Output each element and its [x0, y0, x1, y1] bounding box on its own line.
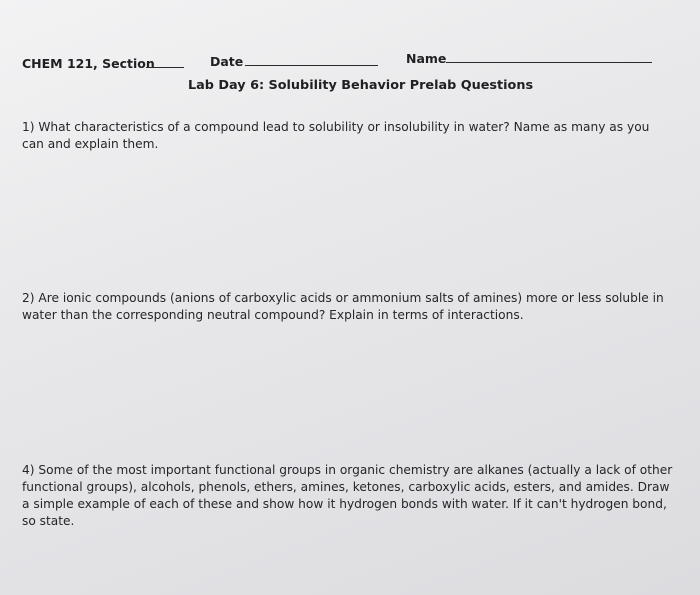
question-1: 1) What characteristics of a compound lead to solubility or insolubility in water? Name as many as you can and explain them. — [22, 120, 650, 151]
name-label: Name — [406, 51, 447, 66]
course-section-label: CHEM 121, Section — [22, 56, 155, 71]
date-label: Date — [210, 54, 244, 69]
section-blank-line — [146, 67, 184, 68]
question-4: 4) Some of the most important functional groups in organic chemistry are alkanes (actually a lack of other functional groups), alcohols, phenols, ethers, amines, ketones, carboxylic acids, esters, and amides. Draw a simple example of each of these and show how it hydrogen bonds with water. If it can't hydrogen bond, so state. — [22, 463, 673, 528]
name-blank-line — [446, 62, 652, 63]
date-blank-line — [245, 65, 378, 66]
bleed-through-text — [28, 348, 648, 382]
page-title: Lab Day 6: Solubility Behavior Prelab Questions — [188, 78, 534, 93]
question-2: 2) Are ionic compounds (anions of carboxylic acids or ammonium salts of amines) more or less soluble in water than the corresponding neutral compound? Explain in terms of interactions. — [22, 291, 664, 322]
